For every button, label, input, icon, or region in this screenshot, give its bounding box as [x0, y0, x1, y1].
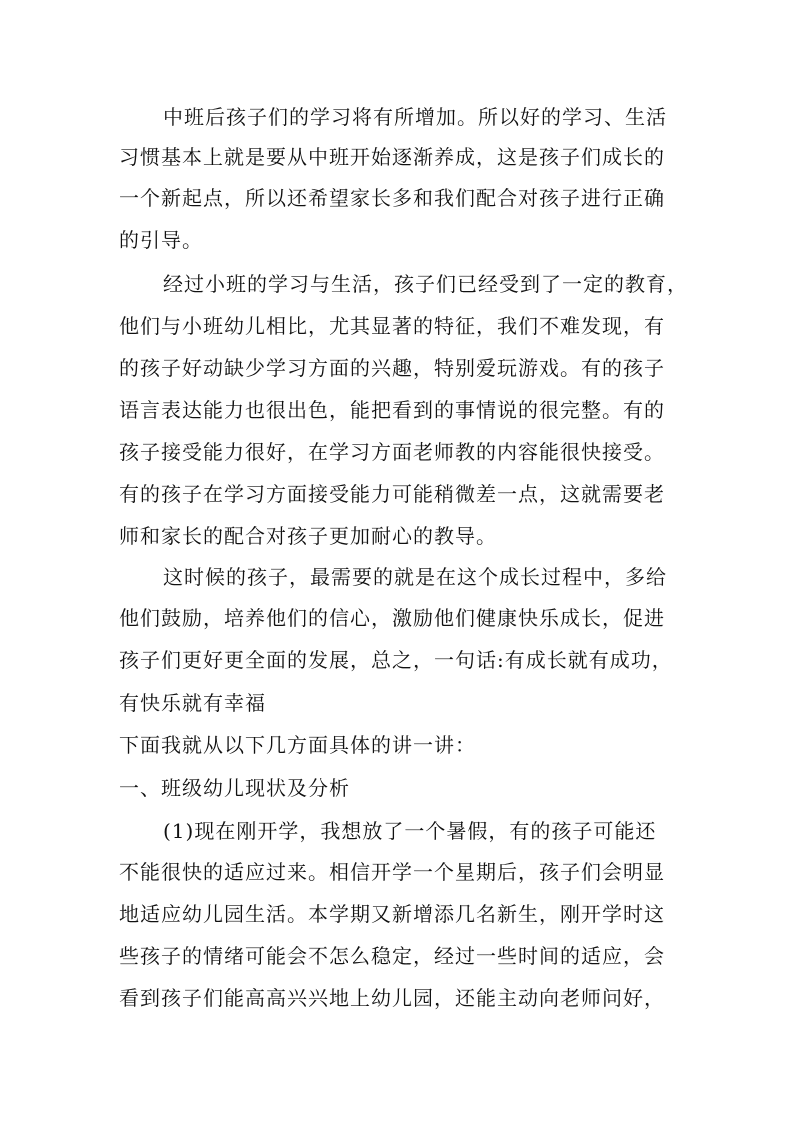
paragraph-2-line-1: 经过小班的学习与生活，孩子们已经受到了一定的教育，	[163, 272, 688, 296]
paragraph-1-line-3: 一个新起点，所以还希望家长多和我们配合对孩子进行正确	[119, 186, 665, 210]
paragraph-2-line-3: 的孩子好动缺少学习方面的兴趣，特别爱玩游戏。有的孩子	[119, 356, 665, 380]
paragraph-1-line-4: 的引导。	[119, 228, 203, 252]
paragraph-3-line-3: 孩子们更好更全面的发展，总之，一句话:有成长就有成功，	[119, 648, 673, 672]
paragraph-4-line-3: 地适应幼儿园生活。本学期又新增添几名新生，刚开学时这	[119, 902, 665, 926]
paragraph-2-line-2: 他们与小班幼儿相比，尤其显著的特征，我们不难发现，有	[119, 314, 665, 338]
paragraph-4-line-4: 些孩子的情绪可能会不怎么稳定，经过一些时间的适应，会	[119, 944, 665, 968]
paragraph-1-line-1: 中班后孩子们的学习将有所增加。所以好的学习、生活	[163, 105, 667, 129]
paragraph-3-line-4: 有快乐就有幸福	[119, 691, 266, 715]
section-heading: 一、班级幼儿现状及分析	[119, 776, 350, 800]
section-intro-line: 下面我就从以下几方面具体的讲一讲：	[119, 733, 476, 757]
paragraph-2-line-7: 师和家长的配合对孩子更加耐心的教导。	[119, 524, 497, 548]
paragraph-3-line-1: 这时候的孩子，最需要的就是在这个成长过程中，多给	[163, 565, 667, 589]
paragraph-4-line-5: 看到孩子们能高高兴兴地上幼儿园，还能主动向老师问好，	[119, 986, 665, 1010]
paragraph-2-line-5: 孩子接受能力很好，在学习方面老师教的内容能很快接受。	[119, 440, 665, 464]
paragraph-3-line-2: 他们鼓励，培养他们的信心，激励他们健康快乐成长，促进	[119, 606, 665, 630]
paragraph-4-line-2: 不能很快的适应过来。相信开学一个星期后，孩子们会明显	[119, 860, 665, 884]
paragraph-2-line-4: 语言表达能力也很出色，能把看到的事情说的很完整。有的	[119, 398, 665, 422]
paragraph-1-line-2: 习惯基本上就是要从中班开始逐渐养成，这是孩子们成长的	[119, 145, 665, 169]
paragraph-4-line-1: (1)现在刚开学，我想放了一个暑假，有的孩子可能还	[163, 819, 657, 843]
paragraph-2-line-6: 有的孩子在学习方面接受能力可能稍微差一点，这就需要老	[119, 482, 665, 506]
